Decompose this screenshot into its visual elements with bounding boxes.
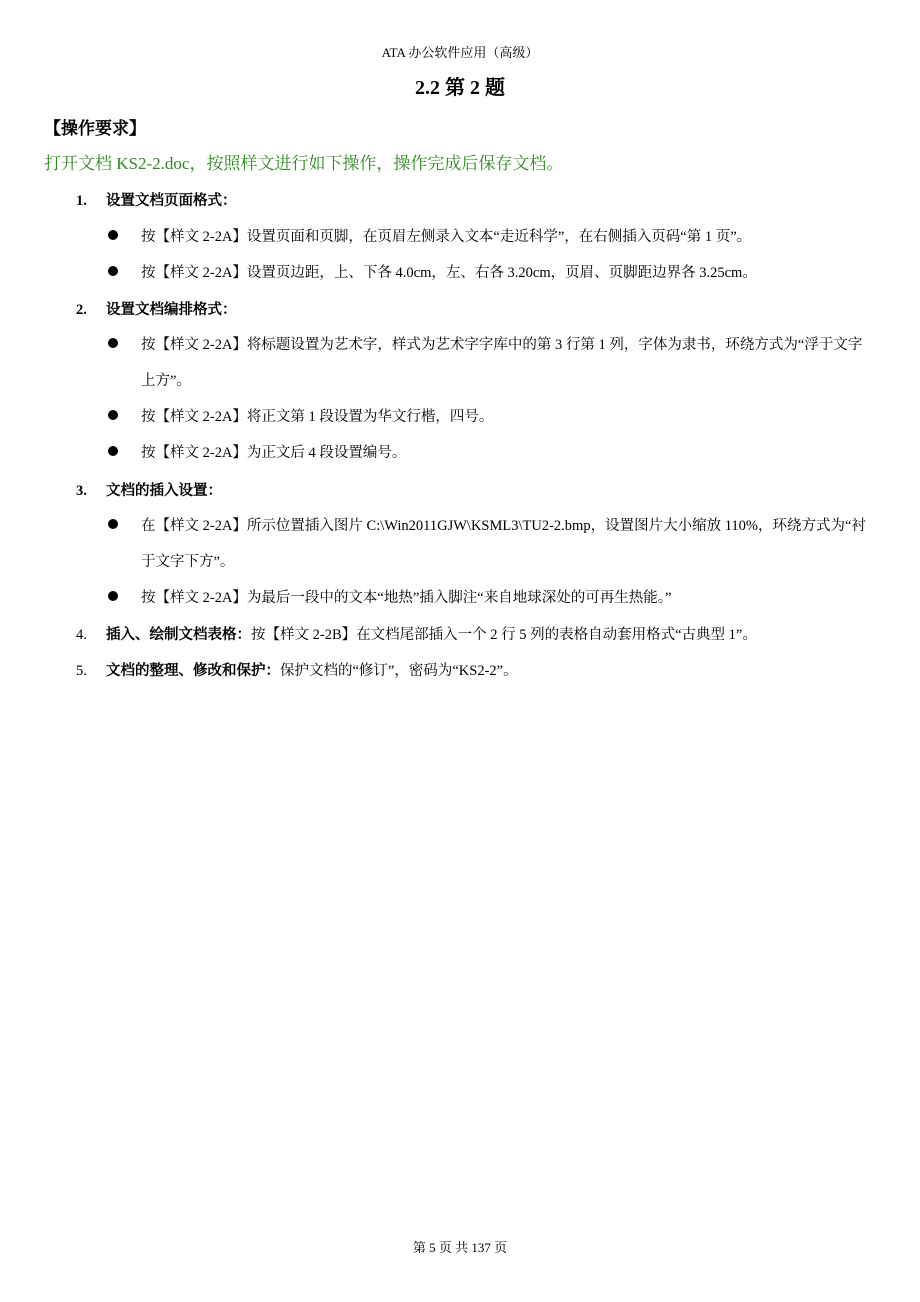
bullet-item: [108, 399, 868, 435]
bullet-dot-icon: [108, 338, 118, 348]
bullet-text: 按【样文 2-2A】为最后一段中的文本“地热”插入脚注“来自地球深处的可再生热能。”: [141, 590, 672, 606]
item-label: 文档的整理、修改和保护：: [106, 663, 280, 679]
bullet-item: [108, 435, 868, 471]
bullet-item: [108, 508, 868, 580]
item-number: 3.: [76, 483, 87, 499]
bullet-dot-icon: [108, 591, 118, 601]
item-text: 保护文档的“修订”，密码为“KS2-2”。: [280, 663, 518, 679]
item-label: 设置文档编排格式：: [106, 302, 237, 318]
bullet-text: 按【样文 2-2A】为正文后 4 段设置编号。: [141, 445, 407, 461]
item-label: 插入、绘制文档表格：: [106, 627, 251, 643]
bullet-item: [108, 219, 868, 255]
bullet-dot-icon: [108, 446, 118, 456]
bullet-dot-icon: [108, 410, 118, 420]
numbered-item: [76, 299, 237, 321]
page-footer: 第 5 页 共 137 页: [412, 1240, 508, 1255]
item-number: 5.: [76, 663, 87, 679]
item-number: 4.: [76, 627, 87, 643]
item-number: 1.: [76, 193, 87, 209]
item-label: 设置文档页面格式：: [106, 193, 237, 209]
bullet-dot-icon: [108, 230, 118, 240]
item-label: 文档的插入设置：: [106, 483, 222, 499]
numbered-item: [76, 190, 237, 212]
numbered-item: [76, 660, 518, 682]
item-text: 按【样文 2-2B】在文档尾部插入一个 2 行 5 列的表格自动套用格式“古典型 1”。: [251, 627, 757, 643]
bullet-text: 按【样文 2-2A】将正文第 1 段设置为华文行楷，四号。: [141, 409, 494, 425]
numbered-item: [76, 624, 757, 646]
numbered-item: [76, 480, 222, 502]
page-header: ATA 办公软件应用（高级）: [381, 45, 539, 60]
bullet-text: 按【样文 2-2A】设置页边距，上、下各 4.0cm，左、右各 3.20cm，页眉、页脚距边界各 3.25cm。: [141, 265, 757, 281]
bullet-dot-icon: [108, 266, 118, 276]
bullet-text: 在【样文 2-2A】所示位置插入图片 C:\Win2011GJW\KSML3\TU2-2.bmp，设置图片大小缩放 110%，环绕方式为“衬于文字下方”。: [141, 518, 866, 570]
bullet-item: [108, 255, 868, 291]
bullet-dot-icon: [108, 519, 118, 529]
bullet-item: [108, 327, 868, 399]
bullet-item: [108, 580, 868, 616]
intro-instruction: 打开文档 KS2-2.doc，按照样文进行如下操作，操作完成后保存文档。: [44, 154, 564, 173]
item-number: 2.: [76, 302, 87, 318]
section-heading: 【操作要求】: [44, 119, 146, 138]
bullet-text: 按【样文 2-2A】将标题设置为艺术字，样式为艺术字字库中的第 3 行第 1 列，字体为隶书，环绕方式为“浮于文字上方”。: [141, 337, 863, 389]
page-title: 2.2 第 2 题: [415, 77, 505, 99]
bullet-text: 按【样文 2-2A】设置页面和页脚，在页眉左侧录入文本“走近科学”，在右侧插入页码“第 1 页”。: [141, 229, 752, 245]
